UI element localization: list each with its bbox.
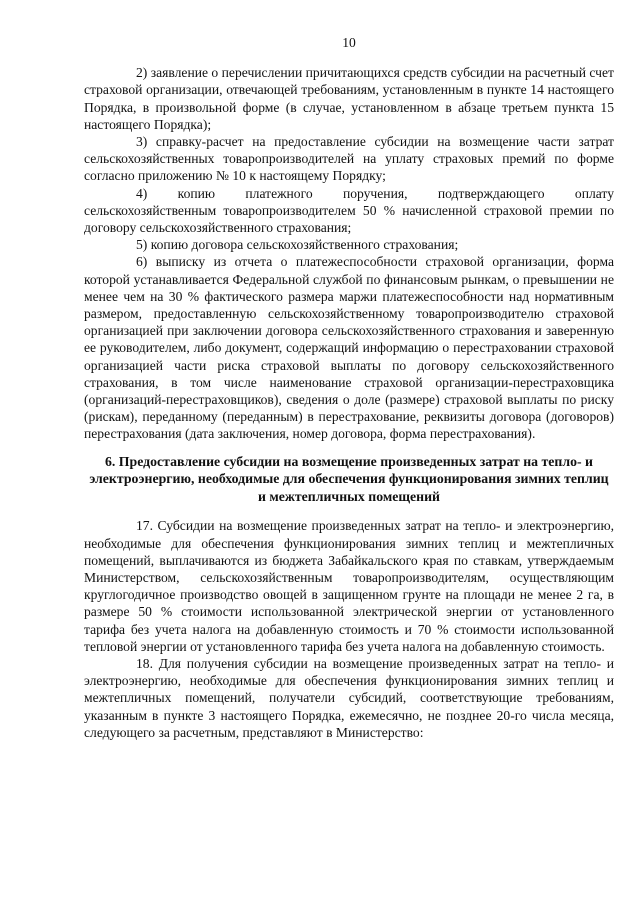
section-heading: 6. Предоставление субсидии на возмещение произведенных затрат на тепло- и электроэнергию, необходимые для обеспечения функционирования зимних теплиц и межтепличных помещений	[89, 453, 609, 504]
paragraph-clause-17: 17. Субсидии на возмещение произведенных затрат на тепло- и электроэнергию, необходимые для обеспечения функционирования зимних теплиц и межтепличных помещений, выплачиваются из бюджета Забайкальского края по ставкам, утверждаемым Министерством, сельскохозяйственным товаропроизводителям, осуществляющим круглогодичное производство овощей в защищенном грунте на площади не менее 2 га, в размере 50 % стоимости использованной электрической энергии от установленного тарифа без учета налога на добавленную стоимость и 70 % стоимости использованной тепловой энергии от установленного тарифа без учета налога на добавленную стоимость.	[84, 518, 614, 654]
paragraph-clause-18: 18. Для получения субсидии на возмещение произведенных затрат на тепло- и электроэнергию, необходимые для обеспечения функционирования зимних теплиц и межтепличных помещений, получатели субсидий, соответствующие требованиям, указанным в пункте 3 настоящего Порядка, ежемесячно, не позднее 20-го числа месяца, следующего за расчетным, представляют в Министерство:	[84, 656, 614, 740]
paragraph-item-2: 2) заявление о перечислении причитающихся средств субсидии на расчетный счет страховой организации, отвечающей требованиям, установленным в пункте 14 настоящего Порядка, в произвольной форме (в случае, установленном в абзаце третьем пункта 15 настоящего Порядка);	[84, 65, 614, 132]
paragraph-item-6: 6) выписку из отчета о платежеспособности страховой организации, форма которой устанавливается Федеральной службой по финансовым рынкам, о превышении не менее чем на 30 % фактического размера маржи платежеспособности над нормативным размером, предоставленную сельскохозяйственному товаропроизводителю страховой организацией при заключении договора сельскохозяйственного страхования и заверенную ее руководителем, либо документ, содержащий информацию о перестраховании страховой организацией части риска страховой выплаты по договору сельскохозяйственного страхования, в том числе наименование страховой организации-перестраховщика (организаций-перестраховщиков), сведения о доле (размере) страховой выплаты по риску (рискам), переданному (переданным) в перестрахование, реквизиты договора (договоров) перестрахования (дата заключения, номер договора, форма перестрахования).	[84, 254, 614, 442]
paragraph-item-3: 3) справку-расчет на предоставление субсидии на возмещение части затрат сельскохозяйственных товаропроизводителей на уплату страховых премий по форме согласно приложению № 10 к настоящему Порядку;	[84, 134, 614, 184]
page-number: 10	[342, 35, 356, 50]
paragraph-item-4: 4) копию платежного поручения, подтверждающего оплату сельскохозяйственным товаропроизводителем 50 % начисленной страховой премии по договору сельскохозяйственного страхования;	[84, 185, 614, 236]
paragraph-item-5: 5) копию договора сельскохозяйственного страхования;	[136, 237, 459, 253]
